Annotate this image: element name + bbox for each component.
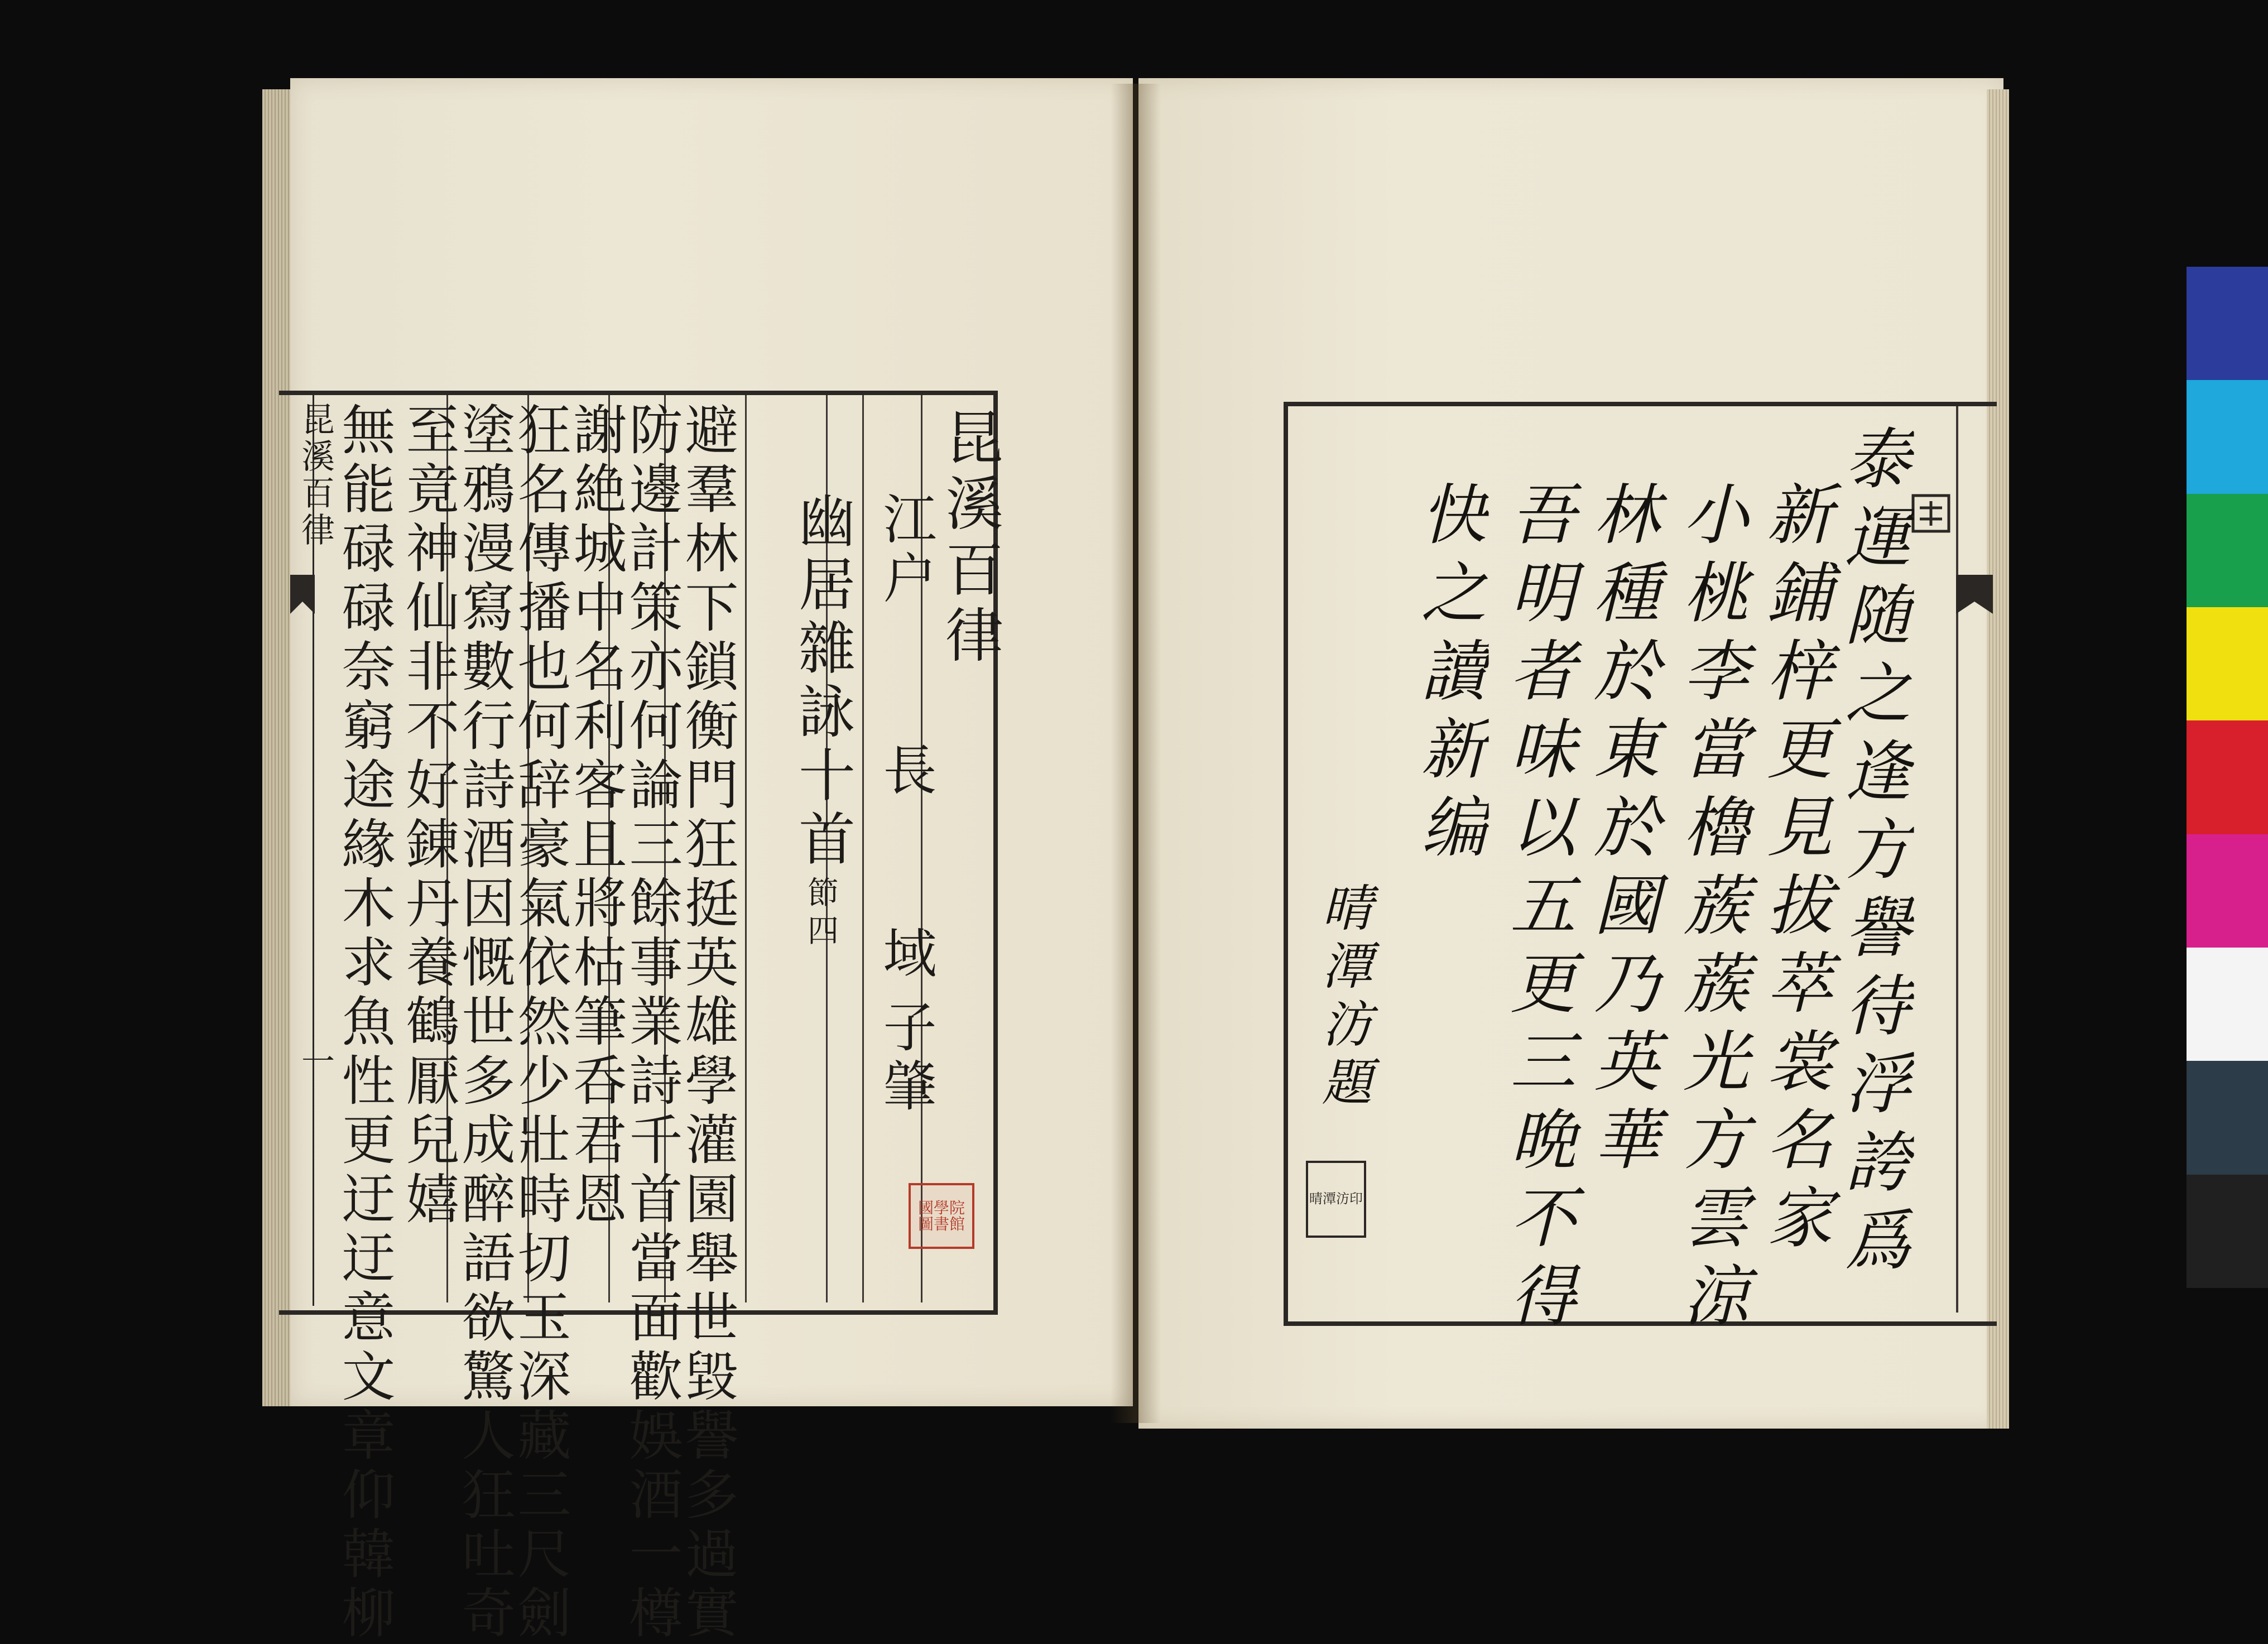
swatch-magenta xyxy=(2187,834,2268,948)
author-place: 江户 xyxy=(874,491,937,609)
swatch-yellow xyxy=(2187,607,2268,720)
swatch-dark-slate xyxy=(2187,1061,2268,1174)
section-title: 幽居雜詠十首 xyxy=(789,491,856,873)
poem-line: 塗鴉漫寫數行詩酒因慨世多成醉語欲驚人狂吐奇 xyxy=(453,402,516,1644)
poem-line: 謝絶城中名利客且將枯筆呑君恩 xyxy=(565,402,627,1230)
swatch-black xyxy=(2187,1175,2268,1288)
preface-line: 吾明者味以五更三晩不得 xyxy=(1499,480,1576,1339)
color-calibration-strip xyxy=(2187,267,2268,1288)
poem-line: 狂名傳播也何辞豪氣依然少壯時切玉深藏三尺劍 xyxy=(509,402,571,1644)
library-seal: 國學院圖書館 xyxy=(909,1183,974,1249)
author-seal: 晴潭汸印 xyxy=(1306,1161,1366,1238)
preface-line: 泰運随之逢方譽待浮誇爲 xyxy=(1834,424,1911,1284)
book-title: 昆溪百律 xyxy=(935,407,1003,671)
author-style-name: 子肇 xyxy=(874,999,937,1117)
poem-line: 避羣林下鎖衡門狂挺英雄學灌園舉世毀譽多過實 xyxy=(676,402,739,1644)
folio-number: 一 xyxy=(296,1044,335,1084)
preface-line: 小桃李當櫓蔟蔟光方雲涼 xyxy=(1672,480,1749,1339)
swatch-white xyxy=(2187,948,2268,1061)
poem-line: 無能碌碌奈窮途緣木求魚性更迂迂意文章仰韓柳 xyxy=(333,402,396,1644)
book-gutter xyxy=(1111,84,1161,1423)
swatch-red xyxy=(2187,720,2268,834)
section-note: 節四 xyxy=(803,876,839,952)
frame-inner-rule xyxy=(1956,406,1958,1313)
swatch-green xyxy=(2187,494,2268,607)
author-name: 長 域 xyxy=(874,742,937,1012)
swatch-cyan xyxy=(2187,380,2268,493)
margin-title: 昆溪百律 xyxy=(296,402,335,549)
preface-line: 新鋪梓更見拔萃裳名家 xyxy=(1756,480,1833,1261)
preface-line: 快之讀新编 xyxy=(1410,480,1487,871)
poem-line: 至竟神仙非不好錬丹養鶴厭兒嬉 xyxy=(397,402,460,1230)
preface-line: 林種於東於國乃英華 xyxy=(1583,480,1660,1183)
preface-signature: 晴潭汸題 xyxy=(1313,882,1372,1114)
fishtail-mark-icon xyxy=(1956,575,1993,614)
fishtail-mark-icon xyxy=(290,575,315,614)
poem-line: 防邊計策亦何論三餘事業詩千首當面歡娛酒一樽 xyxy=(621,402,683,1644)
swatch-blue xyxy=(2187,267,2268,380)
